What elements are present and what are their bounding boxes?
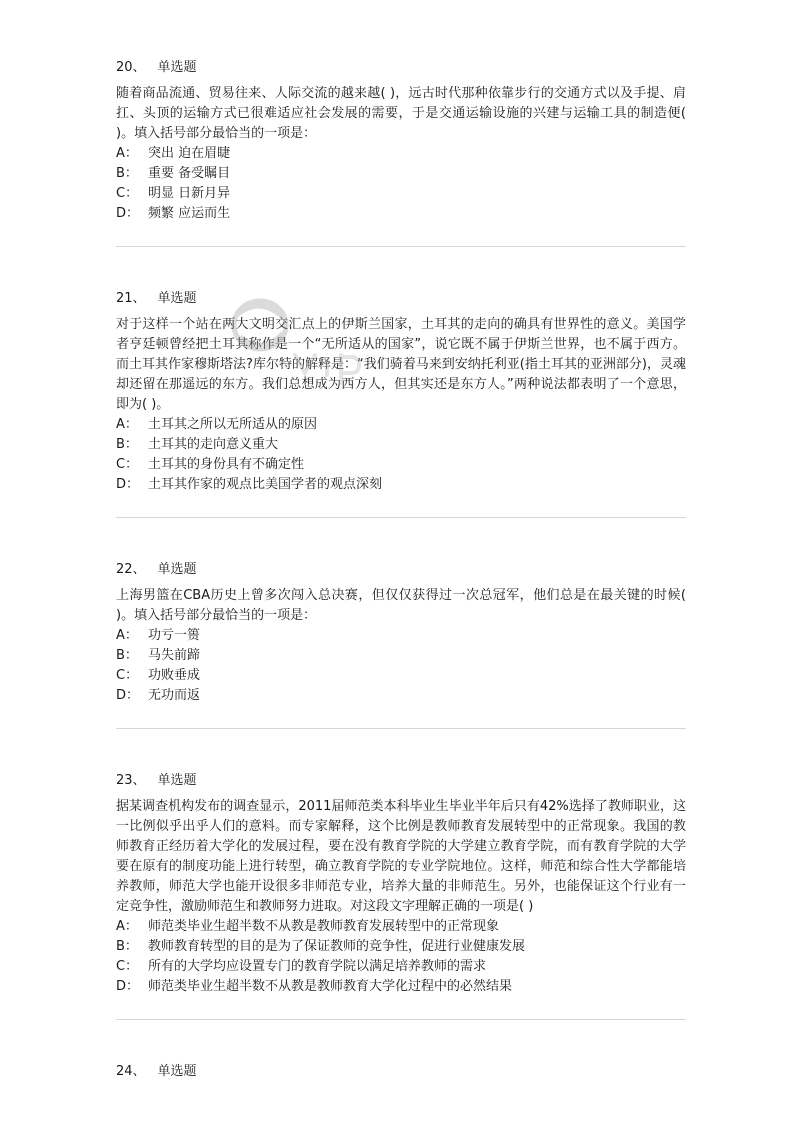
option-text: 频繁 应运而生 xyxy=(148,206,231,221)
option-c[interactable] xyxy=(116,455,686,475)
question-divider xyxy=(116,1019,686,1020)
option-list xyxy=(116,626,686,706)
option-d[interactable] xyxy=(116,686,686,706)
question-23 xyxy=(116,771,686,997)
question-stem: 据某调查机构发布的调查显示，2011届师范类本科毕业生毕业半年后只有42%选择了教师职业，这一比例似乎出乎人们的意料。而专家解释，这个比例是教师教育发展转型中的正常现象。我国的教师教育正经历着大学化的发展过程，要在没有教育学院的大学建立教育学院，而有教育学院的大学要在原有的制度功能上进行转型，确立教育学院的专业学院地位。这样，师范和综合性大学都能培养教师，师范大学也能开设很多非师范专业，培养大量的非师范生。另外，也能保证这个行业有一定竞争性，激励师范生和教师努力进取。对这段文字理解正确的一项是( ) xyxy=(116,799,686,914)
option-list xyxy=(116,917,686,997)
option-letter: C： xyxy=(116,668,139,683)
question-stem: 上海男篮在CBA历史上曾多次闯入总决赛，但仅仅获得过一次总冠军，他们总是在最关键的时候( )。填入括号部分最恰当的一项是： xyxy=(116,588,686,623)
question-type: 单选题 xyxy=(157,291,197,306)
question-header xyxy=(116,560,686,580)
option-text: 所有的大学均应设置专门的教育学院以满足培养教师的需求 xyxy=(148,959,487,974)
option-b[interactable] xyxy=(116,646,686,666)
question-number: 24、 xyxy=(116,1064,146,1079)
option-text: 功败垂成 xyxy=(148,668,201,683)
option-text: 重要 备受瞩目 xyxy=(148,166,231,181)
question-divider xyxy=(116,728,686,729)
option-d[interactable] xyxy=(116,977,686,997)
question-stem: 对于这样一个站在两大文明交汇点上的伊斯兰国家，土耳其的走向的确具有世界性的意义。美国学者亨廷顿曾经把土耳其称作是一个“无所适从的国家”，说它既不属于伊斯兰世界，也不属于西方。而土耳其作家穆斯塔法?库尔特的解释是：“我们骑着马来到安纳托利亚(指土耳其的亚洲部分)，灵魂却还留在那遥远的东方。我们总想成为西方人，但其实还是东方人。”两种说法都表明了一个意思，即为( )。 xyxy=(116,317,686,412)
option-a[interactable] xyxy=(116,626,686,646)
option-a[interactable] xyxy=(116,415,686,435)
question-header xyxy=(116,1062,686,1082)
question-24 xyxy=(116,1062,686,1082)
question-number: 23、 xyxy=(116,773,146,788)
question-21 xyxy=(116,289,686,495)
option-text: 明显 日新月异 xyxy=(148,186,231,201)
option-letter: D： xyxy=(116,477,140,492)
option-letter: B： xyxy=(116,166,138,181)
option-a[interactable] xyxy=(116,144,686,164)
option-letter: C： xyxy=(116,959,139,974)
option-letter: B： xyxy=(116,648,138,663)
option-c[interactable] xyxy=(116,957,686,977)
option-text: 土耳其之所以无所适从的原因 xyxy=(148,417,318,432)
question-divider xyxy=(116,517,686,518)
option-text: 教师教育转型的目的是为了保证教师的竞争性，促进行业健康发展 xyxy=(148,939,526,954)
option-letter: D： xyxy=(116,979,140,994)
option-letter: C： xyxy=(116,457,139,472)
question-type: 单选题 xyxy=(157,773,197,788)
question-header xyxy=(116,289,686,309)
question-number: 20、 xyxy=(116,60,146,75)
option-text: 师范类毕业生超半数不从教是教师教育发展转型中的正常现象 xyxy=(148,919,500,934)
option-letter: B： xyxy=(116,437,138,452)
option-letter: A： xyxy=(116,417,138,432)
question-type: 单选题 xyxy=(157,562,197,577)
question-list xyxy=(116,58,686,1088)
option-d[interactable] xyxy=(116,204,686,224)
option-b[interactable] xyxy=(116,164,686,184)
option-c[interactable] xyxy=(116,184,686,204)
question-number: 22、 xyxy=(116,562,146,577)
question-22 xyxy=(116,560,686,706)
option-text: 无功而返 xyxy=(148,688,201,703)
option-list xyxy=(116,415,686,495)
option-text: 师范类毕业生超半数不从教是教师教育大学化过程中的必然结果 xyxy=(148,979,513,994)
question-number: 21、 xyxy=(116,291,146,306)
option-letter: A： xyxy=(116,146,138,161)
option-b[interactable] xyxy=(116,435,686,455)
option-list xyxy=(116,144,686,224)
question-type: 单选题 xyxy=(157,1064,197,1079)
question-header xyxy=(116,58,686,78)
option-b[interactable] xyxy=(116,937,686,957)
option-c[interactable] xyxy=(116,666,686,686)
option-d[interactable] xyxy=(116,475,686,495)
option-text: 功亏一篑 xyxy=(148,628,201,643)
option-a[interactable] xyxy=(116,917,686,937)
question-stem: 随着商品流通、贸易往来、人际交流的越来越( )，远古时代那种依靠步行的交通方式以及手提、肩扛、头顶的运输方式已很难适应社会发展的需要，于是交通运输设施的兴建与运输工具的制造便( )。填入括号部分最恰当的一项是： xyxy=(116,86,686,141)
option-letter: A： xyxy=(116,628,138,643)
option-text: 土耳其作家的观点比美国学者的观点深刻 xyxy=(148,477,383,492)
question-type: 单选题 xyxy=(157,60,197,75)
option-letter: B： xyxy=(116,939,138,954)
option-letter: C： xyxy=(116,186,139,201)
option-text: 土耳其的走向意义重大 xyxy=(148,437,279,452)
question-20 xyxy=(116,58,686,224)
option-text: 土耳其的身份具有不确定性 xyxy=(148,457,305,472)
question-header xyxy=(116,771,686,791)
option-letter: D： xyxy=(116,688,140,703)
question-divider xyxy=(116,246,686,247)
option-letter: A： xyxy=(116,919,138,934)
option-text: 马失前蹄 xyxy=(148,648,201,663)
option-text: 突出 迫在眉睫 xyxy=(148,146,231,161)
option-letter: D： xyxy=(116,206,140,221)
